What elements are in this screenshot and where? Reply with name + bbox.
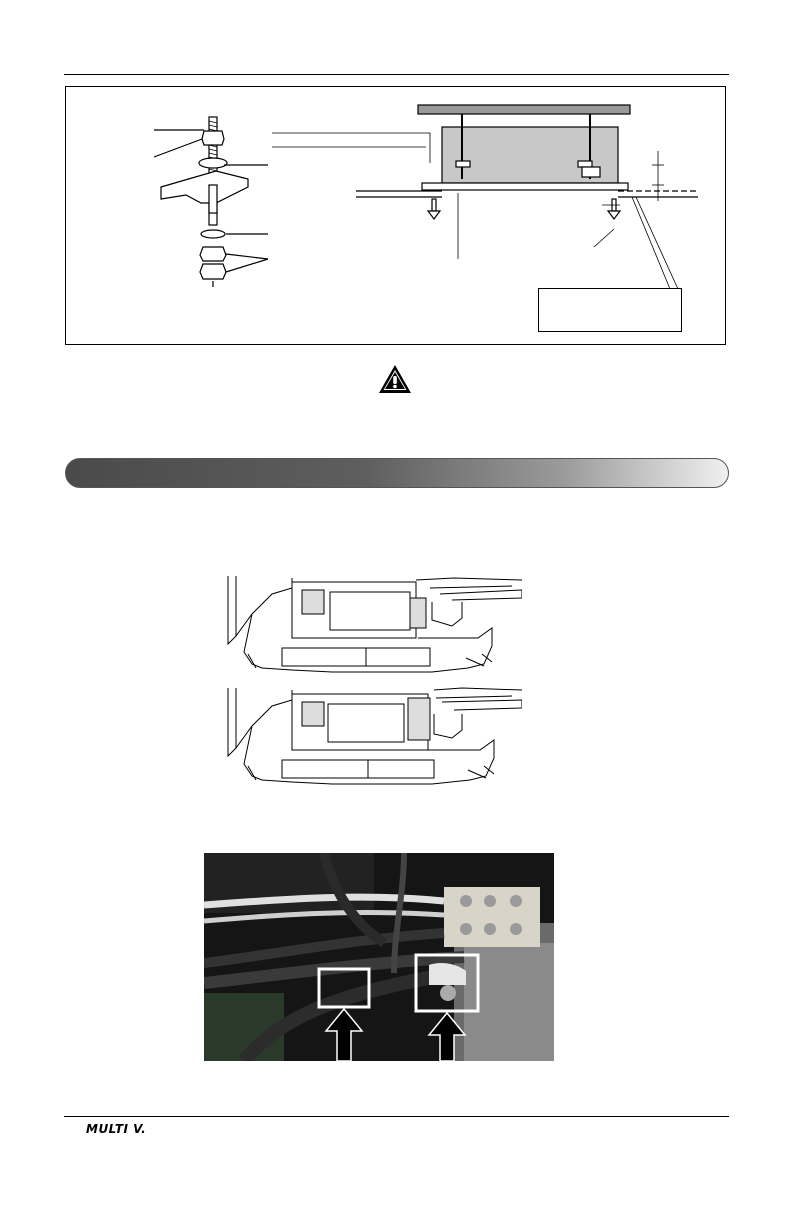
- wiring-photo: [204, 853, 554, 1061]
- footer-rule: [64, 1116, 729, 1117]
- section-title-bar: [65, 458, 729, 488]
- control-box-figure-1: [228, 576, 522, 672]
- header-rule: [64, 74, 729, 75]
- wiring-photo-illustration: [204, 853, 554, 1061]
- multi-v-logo: MULTI V.: [86, 1122, 147, 1136]
- control-box-figures: [222, 574, 522, 794]
- hanging-bolt-assembly: [154, 117, 268, 287]
- note-box: [538, 288, 682, 332]
- ceiling-unit-diagram: [272, 105, 698, 289]
- control-box-figure-2: [228, 688, 522, 784]
- warning-triangle-icon: [378, 364, 412, 394]
